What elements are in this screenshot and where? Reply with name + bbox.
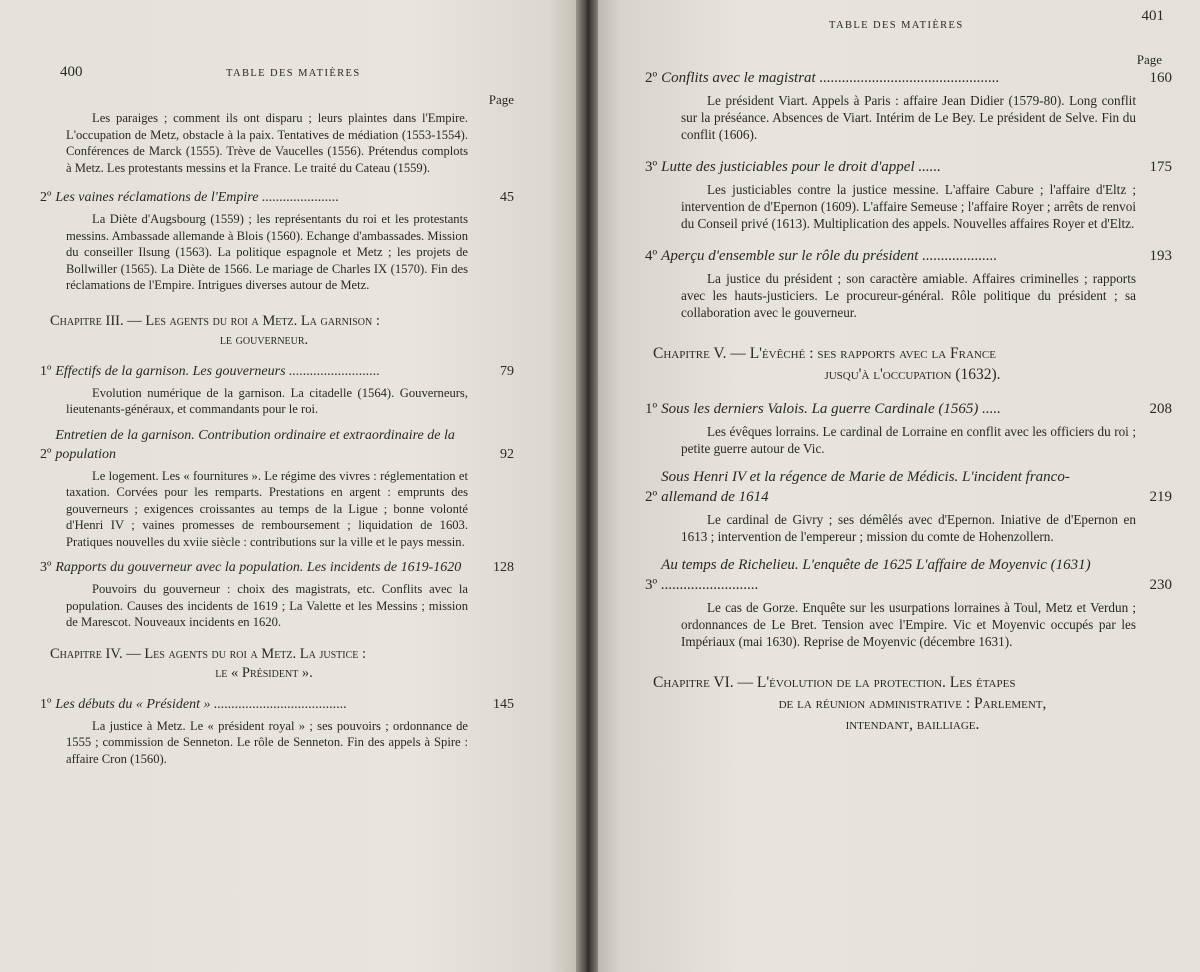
left-page xyxy=(0,0,584,972)
toc-entry xyxy=(645,68,1172,143)
entry-page: 79 xyxy=(500,363,514,379)
entry-title: Rapports du gouverneur avec la population. Les incidents de 1619-1620 xyxy=(55,560,462,575)
toc-entry xyxy=(645,467,1172,545)
entry-page: 230 xyxy=(1149,577,1172,593)
entry-summary: Le cardinal de Givry ; ses démêlés avec d'Epernon. Iniative de d'Epernon en 1613 ; intervention de l'empereur ; mission du comte de Hohenzollern. xyxy=(681,512,1136,544)
left-header xyxy=(40,60,514,86)
entry-summary: Le cas de Gorze. Enquête sur les usurpations lorraines à Toul, Metz et Verdun ; ordonnances de Le Bret. Tension avec l'Empire. Vic et Moyenvic occupés par les Impériaux (mai 1630). Reprise de Moyenvic (décembre 1631). xyxy=(681,600,1136,649)
entry-page: 145 xyxy=(493,696,514,712)
entry-number: 2º xyxy=(40,446,52,462)
entry-title: Aperçu d'ensemble sur le rôle du président .................... xyxy=(661,248,998,264)
entry-title: Les débuts du « Président » ...................................... xyxy=(55,696,347,712)
entry-title: Lutte des justiciables pour le droit d'appel ...... xyxy=(661,159,941,175)
entry-number: 1º xyxy=(40,696,52,712)
toc-entry xyxy=(40,426,514,551)
entry-number: 2º xyxy=(645,70,658,86)
toc-entry xyxy=(645,555,1172,650)
entry-page: 92 xyxy=(500,446,514,462)
toc-entry xyxy=(40,558,514,631)
right-header xyxy=(645,10,1172,36)
entry-summary: Les évêques lorrains. Le cardinal de Lorraine en conflit avec les officiers du roi ; petite guerre autour de Vic. xyxy=(681,424,1136,456)
entry-page: 219 xyxy=(1149,489,1172,505)
toc-entry xyxy=(40,188,514,294)
left-running-head: TABLE DES MATIÈRES xyxy=(226,68,361,79)
entry-title: Conflits avec le magistrat ................................................ xyxy=(661,70,1000,86)
entry-number: 1º xyxy=(40,363,52,379)
entry-number: 4º xyxy=(645,248,658,264)
entry-title: Sous les derniers Valois. La guerre Cardinale (1565) ..... xyxy=(661,401,1001,417)
entry-number: 3º xyxy=(645,159,658,175)
entry-summary: Le logement. Les « fournitures ». Le régime des vivres : réglementation et taxation. Corvées pour les remparts. Prestations en argent : emprunts des gouverneurs ; exigences croissantes au temps de la Ligue ; bonne volonté d'Henri IV ; vaines promesses de remboursement ; liquidation de 1603. Pratiques nouvelles du xviie siècle : contributions sur la ville et le pays messin. xyxy=(66,468,468,549)
entry-title: Effectifs de la garnison. Les gouverneurs .......................... xyxy=(55,363,381,379)
entry-number: 2º xyxy=(40,190,52,205)
entry-page: 128 xyxy=(493,560,514,575)
right-page-column-label: Page xyxy=(1136,52,1162,67)
entry-title: Au temps de Richelieu. L'enquête de 1625 L'affaire de Moyenvic (1631) .......................... xyxy=(661,557,1091,593)
book-gutter xyxy=(576,0,598,972)
toc-entry xyxy=(645,246,1172,321)
chapter-heading: Chapitre VI. — L'évolution de la protection. Les étapes de la réunion administrative : Parlement, intendant, bailliage. xyxy=(653,674,1047,733)
chapter-heading: Chapitre III. — Les agents du roi a Metz. La garnison : le gouverneur. xyxy=(50,312,380,348)
toc-entry xyxy=(40,695,514,768)
left-page-number: 400 xyxy=(60,64,83,80)
entry-number: 3º xyxy=(40,560,52,575)
entry-title: Sous Henri IV et la régence de Marie de Médicis. L'incident franco-allemand de 1614 xyxy=(661,469,1070,505)
entry-summary: La justice du président ; son caractère amiable. Affaires criminelles ; rapports avec les hauts-justiciers. Le procureur-général. Rôle politique du président ; sa collaboration avec le gouverneur. xyxy=(681,271,1136,320)
entry-page: 175 xyxy=(1149,159,1172,175)
toc-entry xyxy=(40,362,514,418)
entry-summary: Evolution numérique de la garnison. La citadelle (1564). Gouverneurs, lieutenants-généraux, et commandants pour le roi. xyxy=(66,385,468,416)
right-page-number: 401 xyxy=(1141,8,1164,24)
intro-summary: Les paraiges ; comment ils ont disparu ; leurs plaintes dans l'Empire. L'occupation de Metz, obstacle à la paix. Tentatives de médiation (1553-1554). Conférences de Marck (1555). Trève de Vaucelles (1556). Prétendus complots à Metz. Les protestants messins et la France. Le traité du Cateau (1559). xyxy=(66,111,468,175)
toc-entry xyxy=(645,157,1172,232)
entry-summary: La justice à Metz. Le « président royal » ; ses pouvoirs ; ordonnance de 1555 ; commission de Senneton. Le rôle de Senneton. Fin des appels à Spire : affaire Cron (1560). xyxy=(66,718,468,766)
entry-title: Les vaines réclamations de l'Empire ...................... xyxy=(55,190,339,205)
entry-summary: Les justiciables contre la justice messine. L'affaire Cabure ; l'affaire d'Eltz ; intervention de d'Epernon (1609). L'affaire Semeuse ; l'affaire Royer ; arrêts de renvoi du Conseil privé (1613). Multiplication des appels. Nouvelles affaires Royer et d'Eltz. xyxy=(681,182,1136,231)
entry-page: 208 xyxy=(1149,401,1172,417)
chapter-heading: Chapitre V. — L'évêché : ses rapports avec la France jusqu'à l'occupation (1632). xyxy=(653,345,1001,383)
entry-summary: Le président Viart. Appels à Paris : affaire Jean Didier (1579-80). Long conflit sur la préséance. Absences de Viart. Intérim de Le Bey. Le président de Selve. Fin du conflit (1606). xyxy=(681,93,1136,142)
left-page-column-label: Page xyxy=(488,92,514,107)
entry-page: 193 xyxy=(1149,248,1172,264)
entry-number: 2º xyxy=(645,489,658,505)
right-running-head: TABLE DES MATIÈRES xyxy=(829,20,964,31)
entry-summary: Pouvoirs du gouverneur : choix des magistrats, etc. Conflits avec la population. Causes des incidents de 1619 ; La Valette et les Messins ; mission de Marescot. Nouveaux incidents en 1620. xyxy=(66,582,468,629)
entry-number: 1º xyxy=(645,401,658,417)
toc-entry xyxy=(645,399,1172,457)
chapter-heading: Chapitre IV. — Les agents du roi a Metz. La justice : le « Président ». xyxy=(50,645,367,681)
entry-number: 3º xyxy=(645,577,658,593)
right-page xyxy=(590,0,1200,972)
entry-page: 160 xyxy=(1149,70,1172,86)
entry-summary: La Diète d'Augsbourg (1559) ; les représentants du roi et les protestants messins. Ambassade allemande à Blois (1560). Echange d'ambassades. Mission du conseiller Ilsung (1563). La politique espagnole et Metz ; les projets de Bollwiller (1565). La Diète de 1566. Le mariage de Charles IX (1570). Fin des réclamations de l'Empire. Intrigues diverses autour de Metz. xyxy=(66,212,468,292)
entry-page: 45 xyxy=(500,190,514,205)
entry-title: Entretien de la garnison. Contribution ordinaire et extraordinaire de la population xyxy=(55,427,455,462)
